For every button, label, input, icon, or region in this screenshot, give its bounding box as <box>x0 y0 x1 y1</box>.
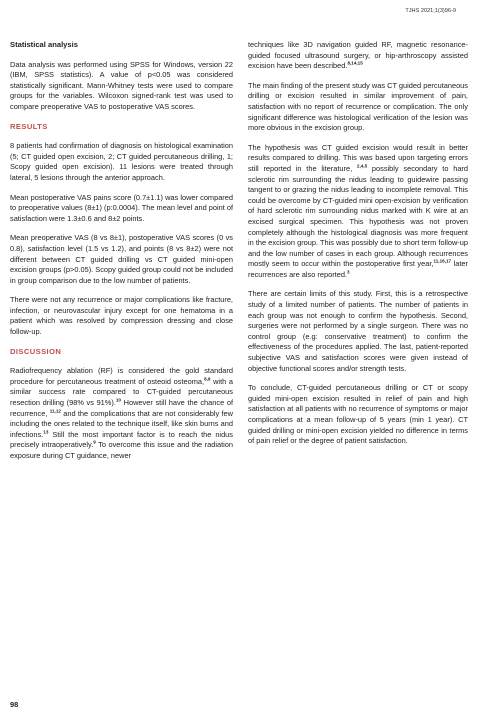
conclusion-paragraph: To conclude, CT-guided percutaneous drilling or CT or scopy guided mini-open excision resulted in relief of pain and high satisfaction at all patients with no recurrence of symptoms or major complications at a mean follow-up of 5 years (min 1 year). CT guided drilling or mini-open excision yielded no difference in terms of pain relief or the degree of patient satisfaction. <box>248 383 468 446</box>
discussion-paragraph-2 <box>248 40 468 72</box>
text-span: Radiofrequency ablation (RF) is considered the gold standard procedure for percutaneous treatment of osteoid osteoma, <box>10 366 233 386</box>
citation-superscript: 8,9 <box>204 376 211 382</box>
results-paragraph-2: Mean postoperative VAS pains score (0.7±1.1) was lower compared to preoperative values (8±1) (p:0.0004). The mean level and point of satisfaction were 1.3±0.6 and 8±2 points. <box>10 192 233 223</box>
citation-superscript: 9 <box>93 439 96 445</box>
text-span: and the complications that are not considerably few including the ones related to the technique itself, like skin burns and infections. <box>10 408 233 439</box>
citation-superscript: 10 <box>115 397 121 403</box>
text-span: later recurrences are also reported. <box>248 259 468 279</box>
statistical-analysis-heading: Statistical analysis <box>10 40 78 49</box>
results-paragraph-1: 8 patients had confirmation of diagnosis on histological examination (5; CT guided open excision, 2; CT guided percutaneous drilling, 1; Scopy guided open excision). 11 lesions were treated through lateral, 5 lesions through the anterior approach. <box>10 141 233 182</box>
text-span: Still the most important factor is to reach the nidus precisely intraoperatively. <box>10 429 233 450</box>
citation-superscript: 11,12 <box>49 408 61 414</box>
right-column <box>248 40 468 456</box>
text-span: The hypothesis was CT guided excision would result in better results compared to drilling. This was based upon targeting errors still reported in the literature, <box>248 142 468 173</box>
results-paragraph-3: Mean preoperative VAS (8 vs 8±1), postoperative VAS scores (0 vs 0.8), satisfaction level (1.5 vs 1.2), and points (8 vs 8±2) were not different between CT guided drilling vs CT guided mini-open excision groups (p>0.05). Scopy guided group could not be included in group comparison due to the low number of patients. <box>10 233 233 285</box>
text-span: However still have the chance of recurrence, <box>10 398 233 418</box>
limitations-paragraph: There are certain limits of this study. First, this is a retrospective study of a limited number of patients. The number of patients in each group was not enough to confirm the hypothesis. Second, surgeries were not performed by a single surgeon. There was no control group (e.g: conservative treatment) to confirm the effectiveness of the procedures applied. The last, patient-reported subjective VAS and satisfaction scores were given instead of objective functional scores and/or strength tests. <box>248 289 468 373</box>
left-column <box>10 40 233 471</box>
citation-superscript: 2,4,5 <box>356 163 368 169</box>
discussion-paragraph-1 <box>10 366 233 461</box>
citation-superscript: 8,14,15 <box>347 60 363 66</box>
statistical-analysis-paragraph: Data analysis was performed using SPSS for Windows, version 22 (IBM, SPSS statistics). A value of p<0.05 was considered statistically significant. Mann-Whitney tests were used to compare groups for the variables. Wilcoxon signed-rank test was used to compare preoperative VAS to postoperative VAS scores. <box>10 59 233 111</box>
citation-superscript: 13 <box>43 429 49 435</box>
discussion-paragraph-4 <box>248 143 468 281</box>
text-span: possibly secondary to hard sclerotic rim surrounding the nidus leading to guidewire passing tangent to or grazing the nidus leading to incomplete removal. This could be overcome by CT-guided mini open-excision by verification of hard sclerotic rim surrounding nidus marked with K wire at an excised surgical specimen. This hypothesis was not proven completely although the histological diagnosis was more frequent in the excision group. This was possibly due to short term follow-up and the low number of cases in each group. Although recurrences mostly seem to occur within the postoperative first year, <box>248 163 468 269</box>
page-number: 98 <box>10 700 19 709</box>
text-span: techniques like 3D navigation guided RF, magnetic resonance-guided focused ultrasound surgery, or hip-arthroscopy assisted excision have been described. <box>248 40 468 71</box>
citation-superscript: 3 <box>347 269 350 275</box>
discussion-heading: DISCUSSION <box>10 346 62 356</box>
text-span: with a similar success rate compared to CT-guided percutaneous resection drilling (98% vs 91%). <box>10 376 233 408</box>
results-heading: RESULTS <box>10 121 48 131</box>
discussion-paragraph-3: The main finding of the present study was CT guided percutaneous drilling or excision resulted in similar improvement of pain, satisfaction with no report of recurrence or complication. The only significant difference was histological verification of the lesion was more obvious in the excision group. <box>248 80 468 133</box>
citation-superscript: 11,16,17 <box>433 258 452 264</box>
text-span: To overcome this issue and the radiation exposure during CT guidance, newer <box>10 440 233 460</box>
results-paragraph-4: There were not any recurrence or major complications like fracture, infection, or neurovascular injury except for one hematoma in a patient which was resolved by compression dressing and close follow-up. <box>10 295 233 337</box>
journal-citation: TJHS 2021;1(3)96-9 <box>405 8 456 14</box>
